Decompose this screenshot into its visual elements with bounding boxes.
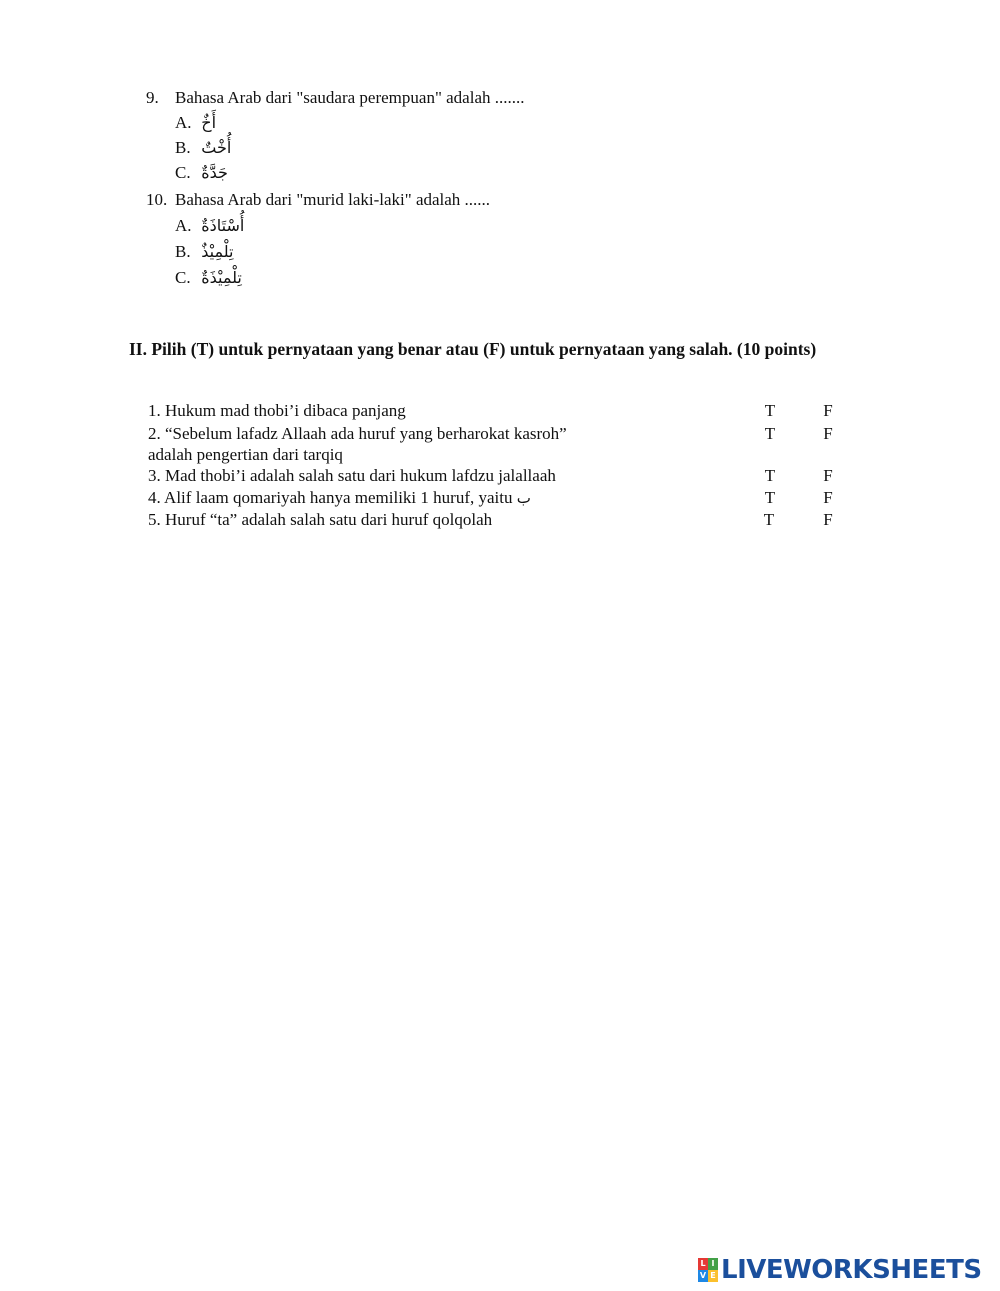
statement-3: 3. Mad thobi’i adalah salah satu dari hukum lafdzu jalallaah	[148, 466, 556, 485]
option-arabic-text: تِلْمِيْذَةٌ	[201, 268, 242, 287]
question-9-option-c[interactable]	[175, 162, 228, 184]
question-10-option-a[interactable]	[175, 215, 244, 237]
liveworksheets-logo-text: LIVEWORKSHEETS	[721, 1255, 982, 1285]
option-letter: A.	[175, 113, 192, 132]
statement-4	[148, 487, 531, 509]
statement-4-false-option[interactable]: F	[823, 488, 833, 507]
option-letter: B.	[175, 138, 191, 157]
option-letter: A.	[175, 216, 192, 235]
statement-2: 2. “Sebelum lafadz Allaah ada huruf yang berharokat kasroh”	[148, 424, 567, 443]
option-arabic-text: أَخٌ	[201, 113, 217, 132]
statement-4-arabic-letter: ب	[516, 489, 531, 507]
logo-letter-v: V	[699, 1271, 707, 1280]
question-9-text: Bahasa Arab dari "saudara perempuan" adalah .......	[175, 88, 525, 107]
statement-4-true-option[interactable]: T	[764, 488, 776, 507]
question-10-text: Bahasa Arab dari "murid laki-laki" adalah ......	[175, 190, 491, 209]
question-9-number: 9.	[146, 88, 159, 107]
statement-4-text: 4. Alif laam qomariyah hanya memiliki 1 huruf, yaitu	[148, 488, 517, 507]
statement-2-false-option[interactable]: F	[823, 424, 833, 443]
statement-5: 5. Huruf “ta” adalah salah satu dari huruf qolqolah	[148, 510, 493, 529]
liveworksheets-logo-icon	[698, 1258, 718, 1282]
question-10-option-b[interactable]	[175, 241, 233, 263]
statement-2-continuation: adalah pengertian dari tarqiq	[148, 445, 343, 464]
statement-1: 1. Hukum mad thobi’i dibaca panjang	[148, 401, 406, 420]
question-10-option-c[interactable]	[175, 267, 242, 289]
option-arabic-text: أُسْتَاذَةٌ	[201, 216, 245, 235]
logo-letter-i: I	[708, 1258, 718, 1270]
option-letter: B.	[175, 242, 191, 261]
statement-3-true-option[interactable]: T	[764, 466, 776, 485]
option-letter: C.	[175, 268, 191, 287]
question-9-option-b[interactable]	[175, 137, 231, 159]
liveworksheets-logo	[698, 1254, 982, 1286]
statement-1-false-option[interactable]: F	[823, 401, 833, 420]
option-arabic-text: جَدَّةٌ	[201, 163, 228, 182]
statement-5-true-option[interactable]: T	[763, 510, 775, 529]
statement-3-false-option[interactable]: F	[823, 466, 833, 485]
option-arabic-text: تِلْمِيْذٌ	[201, 242, 234, 261]
question-9-option-a[interactable]	[175, 112, 216, 134]
statement-2-true-option[interactable]: T	[764, 424, 776, 443]
logo-letter-l: L	[698, 1258, 708, 1270]
option-letter: C.	[175, 163, 191, 182]
section-2-heading: II. Pilih (T) untuk pernyataan yang benar atau (F) untuk pernyataan yang salah. (10 points)	[129, 339, 817, 359]
question-10-number: 10.	[146, 190, 168, 209]
statement-5-false-option[interactable]: F	[823, 510, 833, 529]
logo-letter-e: E	[708, 1270, 718, 1282]
option-arabic-text: أُخْتٌ	[201, 138, 232, 157]
statement-1-true-option[interactable]: T	[764, 401, 776, 420]
